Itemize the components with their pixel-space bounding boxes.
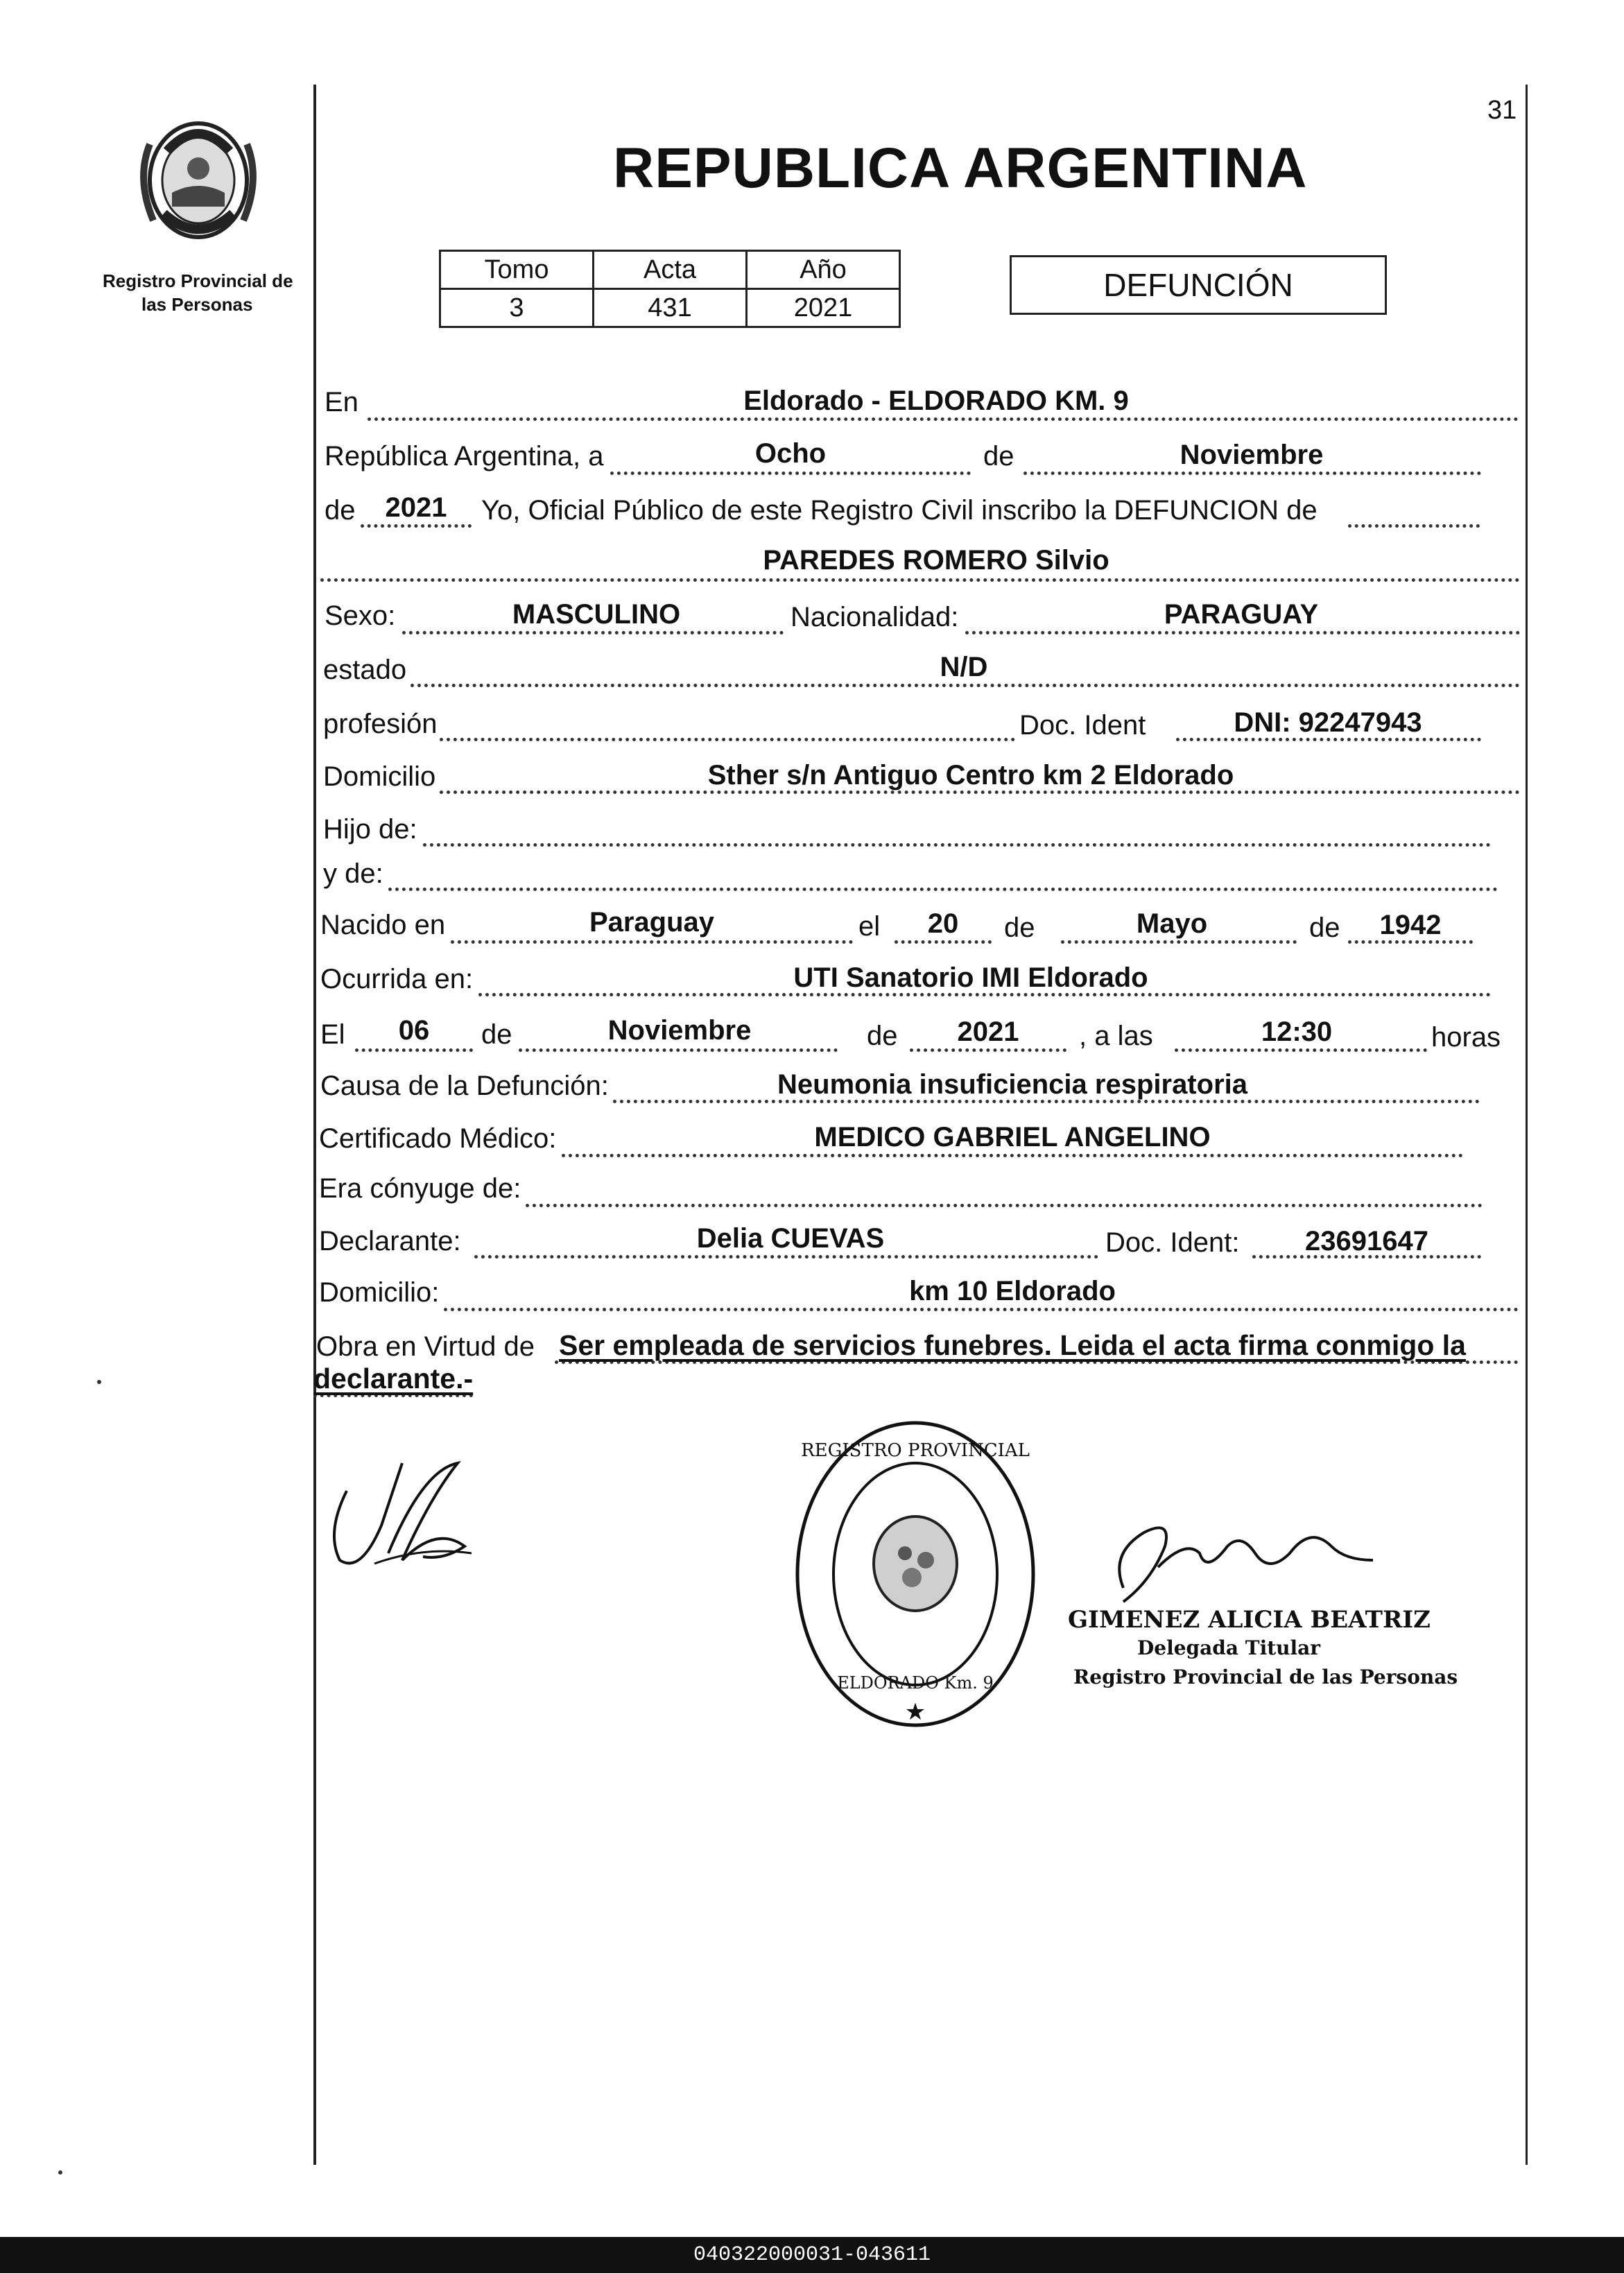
value-ocurrida-en: UTI Sanatorio IMI Eldorado [793,962,1148,993]
dots-y-de [388,888,1498,891]
label-yo-text: Yo, Oficial Público de este Registro Civil inscribo la DEFUNCION de [481,495,1318,526]
dots-sexo [402,631,784,634]
value-nac-dia: 20 [927,908,959,939]
dots-en [368,417,1519,421]
dots-def-mes [519,1048,838,1052]
officer-signature [1082,1512,1387,1616]
label-el: el [858,911,881,942]
dots-nac-anio [1348,940,1473,944]
page-number: 31 [1487,96,1517,125]
label-el2: El [320,1019,345,1050]
dots-ocurrida-en [478,993,1491,996]
label-ocurrida-en: Ocurrida en: [320,964,474,994]
dots-estado [411,684,1520,687]
page-title: REPUBLICA ARGENTINA [613,137,1308,200]
value-estado: N/D [940,652,988,682]
dots-doc-ident [1176,738,1481,741]
label-domicilio2: Domicilio: [319,1277,440,1308]
value-dia-letras: Ocho [754,438,827,469]
svg-text:ELDORADO Km. 9: ELDORADO Km. 9 [837,1673,994,1693]
footer-code: 040322000031-043611 [0,2237,1624,2273]
registry-name-line2: las Personas [141,294,253,315]
label-obra: Obra en Virtud de [316,1331,535,1362]
officer-role: Delegada Titular [1137,1636,1321,1659]
header-tomo: Tomo [440,251,594,289]
value-def-hora: 12:30 [1261,1017,1333,1047]
label-certificado: Certificado Médico: [319,1123,557,1154]
header-acta: Acta [594,251,747,289]
label-hijo-de: Hijo de: [323,814,417,845]
label-causa: Causa de la Defunción: [320,1071,609,1101]
label-estado: estado [323,655,407,685]
dots-mes [1023,472,1481,475]
dots-profesion [440,738,1015,741]
label-horas: horas [1431,1022,1501,1053]
value-anio: 2021 [747,289,900,327]
label-de5: de [481,1019,512,1050]
dots-declarante [474,1255,1098,1259]
dots-nac-mes [1061,940,1297,944]
label-y-de: y de: [323,858,383,889]
value-acta: 431 [594,289,747,327]
svg-text:★: ★ [904,1698,926,1726]
dots-nacido-en [451,940,853,944]
dots-domicilio2 [444,1308,1519,1311]
officer-name: GIMENEZ ALICIA BEATRIZ [1068,1606,1431,1634]
value-lugar: Eldorado - ELDORADO KM. 9 [743,386,1129,416]
dots-def-hora [1175,1048,1427,1052]
record-table [439,250,901,328]
value-nacido-en: Paraguay [589,907,715,937]
dots-yo-end [1348,524,1480,528]
dots-nombre [320,578,1520,582]
label-profesion: profesión [323,709,438,739]
value-anio: 2021 [385,492,447,523]
left-margin-line [313,85,316,2165]
value-def-anio: 2021 [957,1017,1019,1047]
value-certificado: MEDICO GABRIEL ANGELINO [814,1122,1211,1152]
svg-text:REGISTRO PROVINCIAL: REGISTRO PROVINCIAL [801,1440,1030,1461]
record-table-header-row [440,251,900,289]
dots-anio [361,524,472,528]
official-stamp [791,1415,1040,1740]
label-doc-ident: Doc. Ident [1019,710,1146,741]
label-de6: de [867,1021,898,1051]
dots-hijo-de [423,843,1491,847]
label-doc-ident2: Doc. Ident: [1105,1227,1240,1258]
value-declarante-domicilio: km 10 Eldorado [909,1276,1116,1306]
value-declarante-doc: 23691647 [1305,1226,1428,1256]
value-doc-ident: DNI: 92247943 [1234,707,1422,738]
act-type-box: DEFUNCIÓN [1010,255,1387,315]
label-de1: de [983,441,1014,472]
header-anio: Año [747,251,900,289]
officer-office: Registro Provincial de las Personas [1073,1666,1458,1688]
record-table-value-row [440,289,900,327]
value-def-dia: 06 [398,1015,430,1046]
dots-nac-dia [895,940,992,944]
value-nombre: PAREDES ROMERO Silvio [763,545,1109,576]
label-de2: de [325,495,356,526]
value-tomo: 3 [440,289,594,327]
value-nac-anio: 1942 [1379,910,1442,940]
label-nacionalidad: Nacionalidad: [791,602,959,632]
label-de3: de [1004,913,1035,943]
dots-dia [610,472,971,475]
stray-mark-1 [97,1380,101,1384]
registry-name-line1: Registro Provincial de [103,270,293,291]
dots-causa [613,1100,1480,1103]
label-a-las: , a las [1079,1021,1153,1051]
label-nacido-en: Nacido en [320,910,446,940]
right-margin-line [1526,85,1528,2165]
province-emblem [129,103,268,255]
value-declarante: Delia CUEVAS [696,1223,885,1254]
stray-mark-2 [58,2170,62,2175]
value-mes: Noviembre [1180,440,1324,470]
label-declarante: Declarante: [319,1226,461,1256]
dots-certificado [562,1154,1463,1157]
value-sexo: MASCULINO [512,599,681,630]
dots-nacionalidad [965,631,1520,634]
value-nac-mes: Mayo [1136,908,1208,939]
declarant-signature [319,1442,499,1581]
label-sexo: Sexo: [325,600,396,631]
label-republica: República Argentina, a [325,441,604,472]
dots-def-dia [355,1048,473,1052]
dots-domicilio [440,790,1520,794]
label-en: En [325,387,359,417]
dots-def-anio [910,1048,1066,1052]
value-domicilio: Sther s/n Antiguo Centro km 2 Eldorado [707,760,1234,790]
label-conyuge: Era cónyuge de: [319,1173,521,1204]
value-causa: Neumonia insuficiencia respiratoria [777,1069,1247,1100]
value-obra-line1: Ser empleada de servicios funebres. Leida el acta firma conmigo la [559,1329,1466,1361]
value-nacionalidad: PARAGUAY [1164,599,1319,630]
label-de4: de [1309,913,1340,943]
dots-conyuge [526,1204,1483,1207]
value-def-mes: Noviembre [607,1015,752,1046]
value-obra-line2: declarante.- [313,1363,474,1394]
label-domicilio: Domicilio [323,761,436,792]
